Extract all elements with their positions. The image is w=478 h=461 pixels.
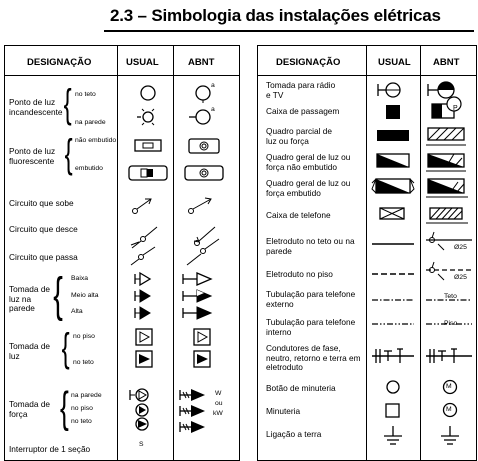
label-embutido: embutido bbox=[75, 165, 103, 172]
label-tomada-luz: Tomada de luz bbox=[9, 341, 51, 361]
m-label: M bbox=[446, 406, 452, 413]
m-label: M bbox=[446, 383, 452, 390]
header-divider bbox=[258, 75, 476, 76]
brace: { bbox=[64, 132, 73, 176]
label-tub-interno: Tubulação para telefone interno bbox=[266, 317, 356, 337]
col-header-abnt: ABNT bbox=[188, 57, 215, 68]
column-divider bbox=[173, 46, 174, 460]
o25-label: Ø25 bbox=[454, 244, 467, 251]
floor-outlet-symbols-usual bbox=[133, 327, 163, 371]
label-tomada-forca: Tomada de força bbox=[9, 399, 51, 419]
label-ponto-incandescente: Ponto de luz incandescente bbox=[9, 97, 63, 117]
label-no-piso: no piso bbox=[73, 333, 95, 340]
left-symbol-table bbox=[4, 45, 240, 461]
label-na-parede: na parede bbox=[75, 119, 106, 126]
circuit-symbols-abnt bbox=[183, 191, 227, 271]
s-label: S bbox=[139, 441, 144, 448]
column-divider bbox=[117, 46, 118, 460]
label-ligacao-terra: Ligação a terra bbox=[266, 429, 322, 439]
label-baixa: Baixa bbox=[71, 275, 89, 282]
label-ponto-fluorescente: Ponto de luz fluorescente bbox=[9, 146, 56, 166]
label-tf-no-piso: no piso bbox=[71, 405, 93, 412]
power-outlet-symbols-abnt bbox=[177, 384, 217, 436]
label-quadro-geral-emb: Quadro geral de luz ou força embutido bbox=[266, 178, 351, 198]
label-nao-embutido: não embutido bbox=[75, 137, 117, 144]
label-botao: Botão de minuteria bbox=[266, 383, 336, 393]
label-alta: Alta bbox=[71, 308, 83, 315]
header-divider bbox=[5, 75, 239, 76]
label-eletroduto-piso: Eletroduto no piso bbox=[266, 269, 333, 279]
superscript-a: a bbox=[211, 106, 215, 113]
circuit-symbols-usual bbox=[129, 191, 169, 271]
label-circuito-sobe: Circuito que sobe bbox=[9, 198, 74, 208]
page-title: 2.3 – Simbologia das instalações elétricas bbox=[110, 6, 441, 25]
wall-outlet-symbols-usual bbox=[129, 270, 169, 322]
incandescent-symbols-usual bbox=[135, 83, 165, 133]
w-label: W bbox=[215, 390, 222, 397]
col-header-usual: USUAL bbox=[378, 57, 411, 68]
fluorescent-symbols-abnt bbox=[183, 138, 227, 184]
column-divider bbox=[366, 46, 367, 460]
incandescent-symbols-abnt bbox=[189, 83, 229, 133]
label-quadro-geral-nao: Quadro geral de luz ou força não embutido bbox=[266, 152, 351, 172]
wall-outlet-symbols-abnt bbox=[181, 270, 231, 322]
fluorescent-symbols-usual bbox=[127, 138, 171, 184]
kw-label: kW bbox=[213, 410, 223, 417]
brace: { bbox=[53, 269, 63, 322]
label-tomada-luz-parede: Tomada de luz na parede bbox=[9, 284, 51, 313]
ou-label: ou bbox=[215, 400, 223, 407]
label-tub-externo: Tubulação para telefone externo bbox=[266, 289, 356, 309]
label-tf-na-parede: na parede bbox=[71, 392, 102, 399]
right-symbols-abnt bbox=[424, 78, 474, 458]
brace: { bbox=[59, 383, 69, 432]
o25-label: Ø25 bbox=[454, 274, 467, 281]
power-outlet-symbols-usual bbox=[127, 384, 167, 434]
label-tomada-radio: Tomada para rádio e TV bbox=[266, 80, 336, 100]
brace: { bbox=[61, 326, 70, 370]
label-caixa-passagem: Caixa de passagem bbox=[266, 106, 340, 116]
piso-label: Piso bbox=[444, 320, 458, 327]
label-no-teto: no teto bbox=[73, 359, 94, 366]
col-header-usual: USUAL bbox=[126, 57, 159, 68]
floor-outlet-symbols-abnt bbox=[191, 327, 221, 371]
label-circuito-desce: Circuito que desce bbox=[9, 224, 78, 234]
label-eletroduto-teto: Eletroduto no teto ou na parede bbox=[266, 236, 355, 256]
superscript-a: a bbox=[211, 82, 215, 89]
label-interruptor: Interruptor de 1 seção bbox=[9, 444, 91, 454]
column-divider bbox=[420, 46, 421, 460]
label-condutores: Condutores de fase, neutro, retorno e terra em eletroduto bbox=[266, 343, 361, 372]
right-symbols-usual bbox=[370, 78, 416, 458]
right-symbol-table bbox=[257, 45, 477, 461]
col-header-abnt: ABNT bbox=[433, 57, 460, 68]
label-tf-no-teto: no teto bbox=[71, 418, 92, 425]
label-no-teto: no teto bbox=[75, 91, 96, 98]
col-header-designacao: DESIGNAÇÃO bbox=[27, 57, 92, 68]
label-meio-alta: Meio alta bbox=[71, 292, 99, 299]
brace: { bbox=[63, 82, 72, 126]
label-quadro-parcial: Quadro parcial de luz ou força bbox=[266, 126, 332, 146]
title-underline bbox=[104, 30, 474, 32]
label-minuteria: Minuteria bbox=[266, 406, 301, 416]
teto-label: Teto bbox=[444, 293, 457, 300]
p-label: P bbox=[453, 105, 458, 112]
label-caixa-telefone: Caixa de telefone bbox=[266, 210, 331, 220]
label-circuito-passa: Circuito que passa bbox=[9, 252, 78, 262]
col-header-designacao: DESIGNAÇÃO bbox=[276, 57, 341, 68]
